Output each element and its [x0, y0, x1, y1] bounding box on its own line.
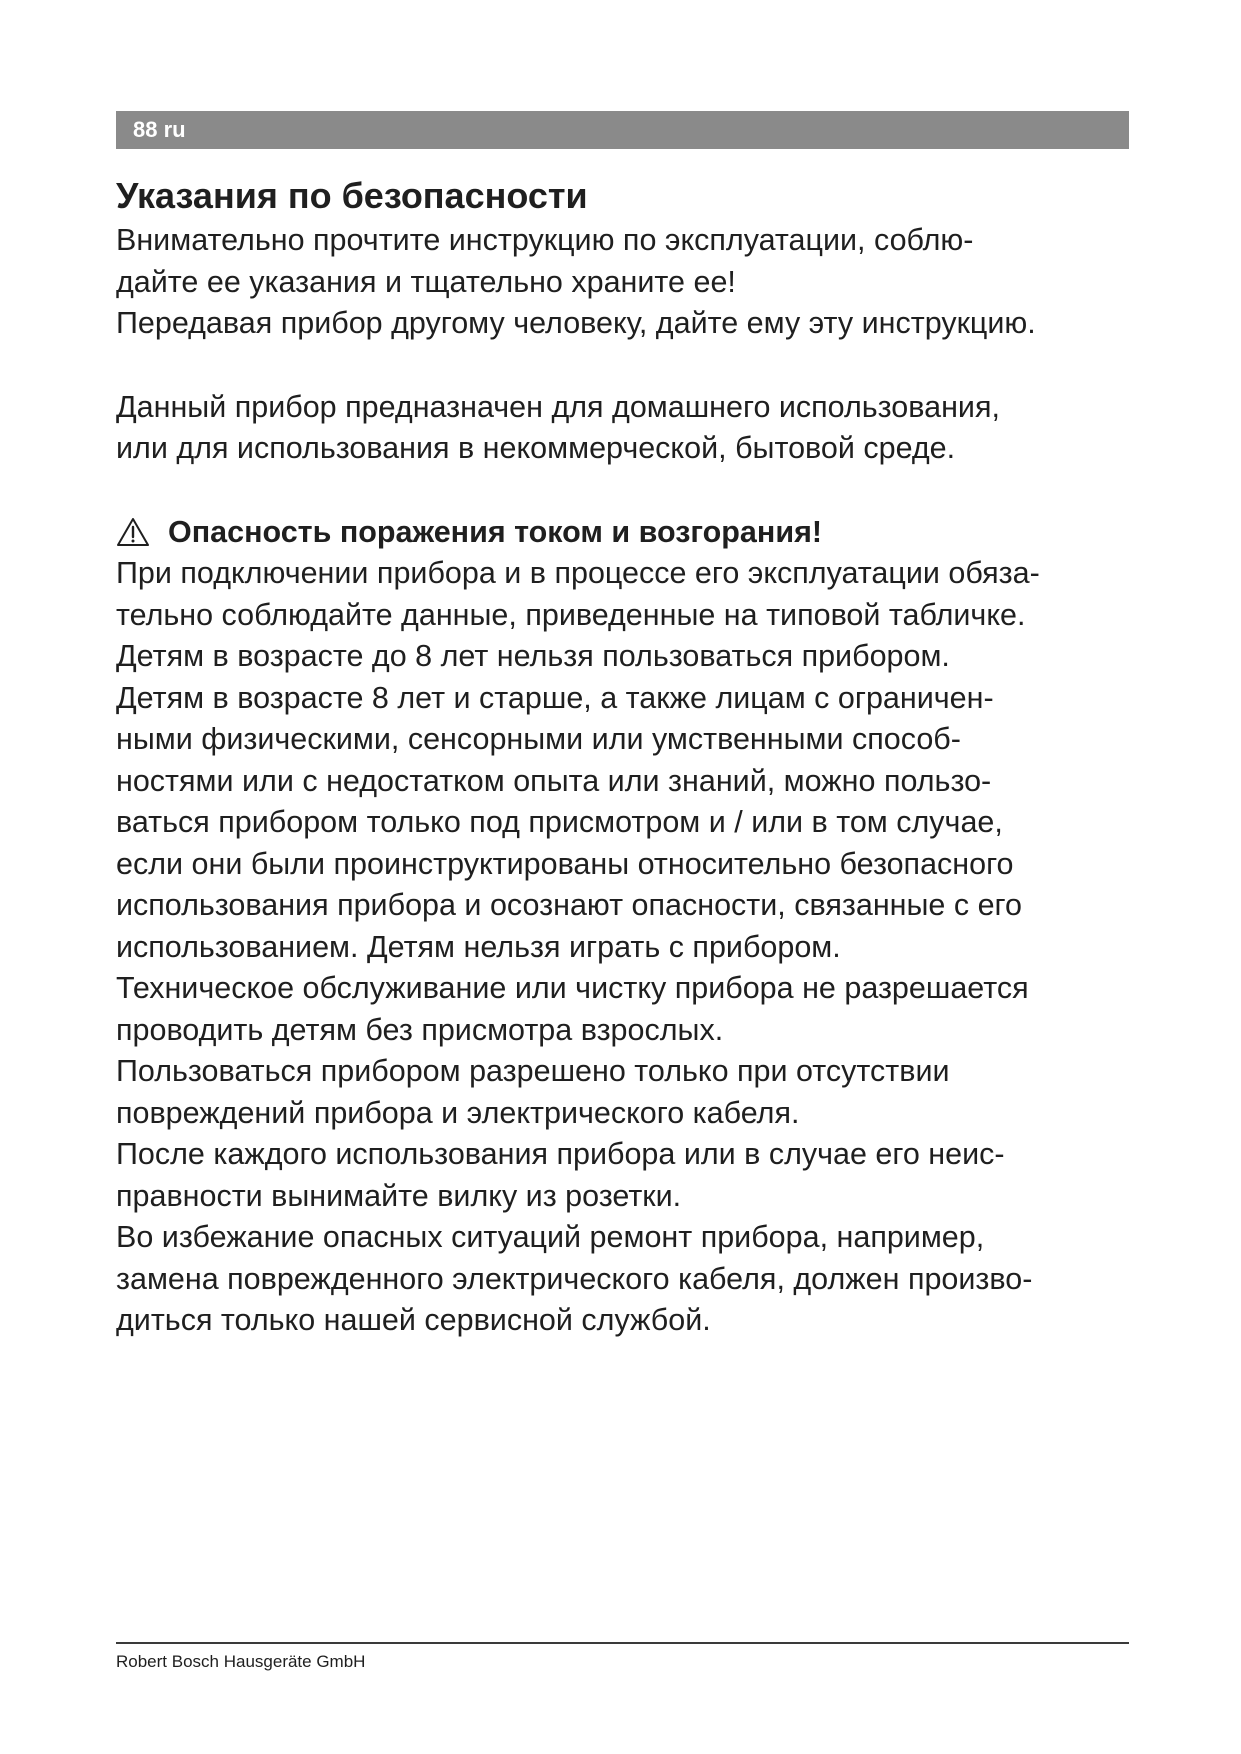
page-header-bar: [116, 111, 1129, 149]
warning-line: использованием. Детям нельзя играть с прибором.: [116, 929, 841, 964]
warning-title: Опасность поражения током и возгорания!: [168, 514, 823, 549]
warning-heading: [116, 512, 1129, 554]
warning-line: Детям в возрасте 8 лет и старше, а также лицам с ограничен-: [116, 680, 994, 715]
footer-divider: [116, 1642, 1129, 1644]
warning-triangle-icon: [116, 517, 150, 547]
warning-paragraph: [116, 553, 1129, 1342]
usage-paragraph: [116, 387, 1129, 470]
safety-section: [116, 172, 1129, 1342]
warning-line: проводить детям без присмотра взрослых.: [116, 1012, 724, 1047]
warning-line: тельно соблюдайте данные, приведенные на типовой табличке.: [116, 597, 1026, 632]
warning-line: Во избежание опасных ситуаций ремонт прибора, например,: [116, 1220, 985, 1254]
warning-line: Детям в возрасте до 8 лет нельзя пользоваться прибором.: [116, 639, 950, 673]
paragraph-gap: [116, 470, 1129, 512]
section-title: Указания по безопасности: [116, 175, 588, 216]
paragraph-gap: [116, 345, 1129, 387]
warning-line: повреждений прибора и электрического кабеля.: [116, 1095, 800, 1130]
warning-line: Пользоваться прибором разрешено только при отсутствии: [116, 1054, 950, 1088]
warning-line: правности вынимайте вилку из розетки.: [116, 1178, 682, 1213]
warning-line: ными физическими, сенсорными или умственными способ-: [116, 722, 961, 756]
warning-line: ваться прибором только под присмотром и / или в том случае,: [116, 805, 1003, 839]
warning-line: ностями или с недостатком опыта или знаний, можно пользо-: [116, 763, 992, 798]
usage-line: или для использования в некоммерческой, бытовой среде.: [116, 431, 956, 465]
intro-line: Внимательно прочтите инструкцию по эксплуатации, соблю-: [116, 223, 974, 257]
warning-line: если они были проинструктированы относительно безопасного: [116, 846, 1014, 881]
warning-line: После каждого использования прибора или в случае его неис-: [116, 1137, 1005, 1171]
usage-line: Данный прибор предназначен для домашнего использования,: [116, 389, 1000, 424]
intro-line: дайте ее указания и тщательно храните ее!: [116, 264, 736, 299]
warning-line: диться только нашей сервисной службой.: [116, 1303, 711, 1337]
warning-line: При подключении прибора и в процессе его эксплуатации обяза-: [116, 556, 1040, 590]
intro-paragraph: [116, 220, 1129, 345]
warning-line: использования прибора и осознают опасности, связанные с его: [116, 888, 1022, 922]
warning-line: Техническое обслуживание или чистку прибора не разрешается: [116, 971, 1029, 1005]
intro-line: Передавая прибор другому человеку, дайте ему эту инструкцию.: [116, 306, 1036, 340]
footer-company: Robert Bosch Hausgeräte GmbH: [116, 1652, 366, 1671]
warning-line: замена поврежденного электрического кабеля, должен произво-: [116, 1261, 1033, 1296]
page-number-label: 88 ru: [133, 117, 186, 142]
